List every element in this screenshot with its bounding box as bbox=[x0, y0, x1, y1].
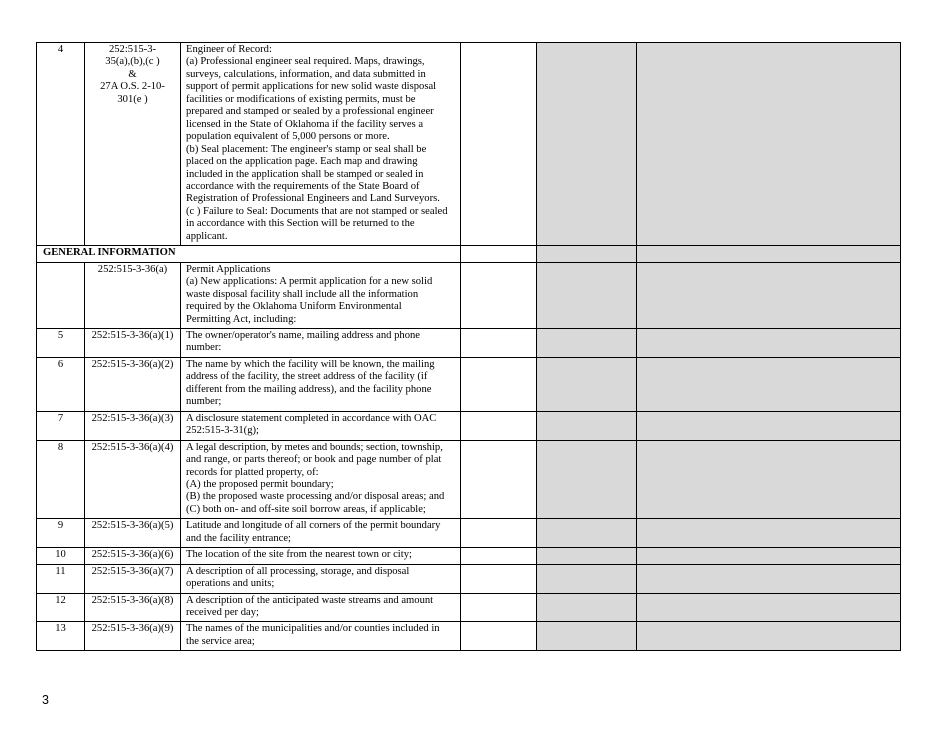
item-number: 11 bbox=[37, 564, 85, 593]
requirement-text-cell bbox=[181, 622, 461, 651]
citation-cell bbox=[85, 519, 181, 548]
requirements-table-body bbox=[37, 43, 901, 651]
requirement-text-line: 252:515-3-31(g); bbox=[186, 425, 259, 437]
requirement-text-line: included in the application shall be stamped or sealed in bbox=[186, 168, 424, 180]
citation-line: 252:515-3-36(a)(4) bbox=[91, 441, 174, 453]
requirement-text-line: required by the Oklahoma Uniform Environmental bbox=[186, 301, 402, 313]
requirement-text-line: accordance with the requirements of the State Board of bbox=[186, 180, 420, 192]
requirement-text-line: (B) the proposed waste processing and/or disposal areas; and bbox=[186, 491, 445, 503]
requirement-row bbox=[37, 548, 901, 564]
requirement-text-line: (c ) Failure to Seal: Documents that are not stamped or sealed bbox=[186, 205, 448, 217]
citation-line: 252:515-3- bbox=[108, 44, 157, 55]
item-number: 9 bbox=[37, 519, 85, 548]
requirement-row bbox=[37, 564, 901, 593]
requirement-text-line: number: bbox=[186, 342, 222, 354]
review-cell bbox=[537, 593, 637, 622]
requirement-row bbox=[37, 357, 901, 411]
citation-cell bbox=[85, 593, 181, 622]
requirement-text-line: The location of the site from the nearest town or city; bbox=[186, 549, 412, 561]
requirement-text-line: prepared and stamped or sealed by a professional engineer bbox=[186, 106, 434, 118]
citation-line: 252:515-3-36(a)(2) bbox=[91, 358, 174, 370]
requirement-text-line: the service area; bbox=[186, 635, 255, 647]
requirement-text-line: (A) the proposed permit boundary; bbox=[186, 478, 334, 490]
citation-cell bbox=[85, 548, 181, 564]
requirement-text-cell bbox=[181, 564, 461, 593]
requirement-text-line: A disclosure statement completed in accordance with OAC bbox=[186, 412, 437, 424]
response-cell[interactable] bbox=[461, 440, 537, 519]
requirement-text-cell bbox=[181, 548, 461, 564]
review-cell bbox=[537, 328, 637, 357]
requirements-table bbox=[36, 42, 901, 651]
citation-line: 301(e ) bbox=[117, 93, 148, 105]
item-number: 12 bbox=[37, 593, 85, 622]
requirement-text-line: placed on the application page. Each map and drawing bbox=[186, 156, 418, 168]
comments-cell bbox=[637, 262, 901, 328]
section-title: GENERAL INFORMATION bbox=[37, 246, 461, 262]
citation-line: 252:515-3-36(a)(3) bbox=[91, 412, 174, 424]
requirement-text-line: A description of the anticipated waste streams and amount bbox=[186, 594, 434, 606]
comments-cell bbox=[637, 440, 901, 519]
requirement-text-line: Permit Applications bbox=[186, 263, 271, 275]
comments-cell bbox=[637, 622, 901, 651]
requirement-text-cell bbox=[181, 593, 461, 622]
requirement-text-cell bbox=[181, 411, 461, 440]
response-cell[interactable] bbox=[461, 357, 537, 411]
requirement-text-line: The owner/operator's name, mailing address and phone bbox=[186, 329, 421, 341]
requirement-row bbox=[37, 411, 901, 440]
requirement-text-line: Latitude and longitude of all corners of the permit boundary bbox=[186, 520, 441, 532]
requirement-text-line: (b) Seal placement: The engineer's stamp or seal shall be bbox=[186, 143, 427, 155]
response-cell[interactable] bbox=[461, 548, 537, 564]
comments-cell bbox=[637, 43, 901, 246]
requirement-text-line: Permitting Act, including: bbox=[186, 313, 297, 325]
requirement-text-line: Registration of Professional Engineers and Land Surveyors. bbox=[186, 193, 440, 205]
comments-cell bbox=[637, 593, 901, 622]
requirement-text-line: A description of all processing, storage, and disposal bbox=[186, 565, 410, 577]
requirement-text-line: and the facility entrance; bbox=[186, 532, 292, 544]
review-cell bbox=[537, 411, 637, 440]
requirement-text-line: different from the mailing address), and the facility phone bbox=[186, 383, 432, 395]
response-cell[interactable] bbox=[461, 564, 537, 593]
requirement-row bbox=[37, 328, 901, 357]
requirement-text-cell bbox=[181, 440, 461, 519]
citation-line: 252:515-3-36(a)(9) bbox=[91, 623, 174, 635]
requirement-text-line: applicant. bbox=[186, 230, 228, 242]
citation-line: & bbox=[128, 68, 137, 80]
section-header-row bbox=[37, 246, 901, 262]
review-cell bbox=[537, 548, 637, 564]
requirement-text-line: population equivalent of 5,000 persons or more. bbox=[186, 131, 390, 143]
requirement-text-line: (a) New applications: A permit application for a new solid bbox=[186, 276, 433, 288]
requirement-text-line: The names of the municipalities and/or counties included in bbox=[186, 623, 440, 635]
response-cell[interactable] bbox=[461, 262, 537, 328]
item-number bbox=[37, 262, 85, 328]
requirement-text-line: surveys, calculations, information, and data submitted in bbox=[186, 68, 426, 80]
requirement-text-line: number; bbox=[186, 396, 222, 408]
requirement-row bbox=[37, 593, 901, 622]
requirement-text-line: in accordance with this Section will be returned to the bbox=[186, 218, 415, 230]
response-cell[interactable] bbox=[461, 43, 537, 246]
response-cell[interactable] bbox=[461, 328, 537, 357]
comments-cell bbox=[637, 411, 901, 440]
requirement-row bbox=[37, 622, 901, 651]
citation-line: 252:515-3-36(a)(5) bbox=[91, 520, 174, 532]
item-number: 8 bbox=[37, 440, 85, 519]
requirement-text-line: waste disposal facility shall include all the information bbox=[186, 288, 419, 300]
requirement-text-line: facilities or modifications of existing permits, must be bbox=[186, 93, 416, 105]
requirement-text-cell bbox=[181, 328, 461, 357]
requirement-row bbox=[37, 519, 901, 548]
item-number: 5 bbox=[37, 328, 85, 357]
citation-line: 35(a),(b),(c ) bbox=[105, 56, 160, 68]
comments-cell bbox=[637, 564, 901, 593]
citation-cell bbox=[85, 622, 181, 651]
response-cell[interactable] bbox=[461, 519, 537, 548]
citation-cell bbox=[85, 43, 181, 246]
comments-cell bbox=[637, 328, 901, 357]
response-cell[interactable] bbox=[461, 622, 537, 651]
citation-line: 252:515-3-36(a)(1) bbox=[91, 329, 174, 341]
review-cell bbox=[537, 246, 637, 262]
review-cell bbox=[537, 262, 637, 328]
comments-cell bbox=[637, 519, 901, 548]
requirement-text-line: licensed in the State of Oklahoma if the facility serves a bbox=[186, 118, 424, 130]
requirement-text-line: Engineer of Record: bbox=[186, 44, 272, 55]
comments-cell bbox=[637, 246, 901, 262]
item-number: 13 bbox=[37, 622, 85, 651]
requirement-text-line: The name by which the facility will be known, the mailing bbox=[186, 358, 435, 370]
requirement-text-cell bbox=[181, 357, 461, 411]
review-cell bbox=[537, 564, 637, 593]
requirement-text-line: operations and units; bbox=[186, 578, 275, 590]
requirement-text-line: A legal description, by metes and bounds; section, township, bbox=[186, 441, 443, 453]
citation-line: 252:515-3-36(a) bbox=[97, 263, 168, 275]
comments-cell bbox=[637, 357, 901, 411]
comments-cell bbox=[637, 548, 901, 564]
citation-cell bbox=[85, 328, 181, 357]
requirement-row bbox=[37, 43, 901, 246]
citation-line: 252:515-3-36(a)(7) bbox=[91, 565, 174, 577]
citation-cell bbox=[85, 262, 181, 328]
requirement-row bbox=[37, 262, 901, 328]
response-cell[interactable] bbox=[461, 246, 537, 262]
review-cell bbox=[537, 43, 637, 246]
requirement-text-line: received per day; bbox=[186, 607, 259, 619]
requirement-text-line: support of permit applications for new solid waste disposal bbox=[186, 81, 437, 93]
item-number: 4 bbox=[37, 43, 85, 246]
item-number: 6 bbox=[37, 357, 85, 411]
citation-cell bbox=[85, 564, 181, 593]
page-number: 3 bbox=[42, 693, 49, 707]
requirement-text-cell bbox=[181, 519, 461, 548]
requirement-text-cell bbox=[181, 262, 461, 328]
citation-cell bbox=[85, 440, 181, 519]
requirement-text-line: and range, or parts thereof; or book and page number of plat bbox=[186, 454, 442, 466]
requirement-text-line: (a) Professional engineer seal required. Maps, drawings, bbox=[186, 56, 425, 68]
requirement-text-cell bbox=[181, 43, 461, 246]
citation-line: 252:515-3-36(a)(8) bbox=[91, 594, 174, 606]
review-cell bbox=[537, 440, 637, 519]
citation-line: 252:515-3-36(a)(6) bbox=[91, 549, 174, 561]
requirement-row bbox=[37, 440, 901, 519]
review-cell bbox=[537, 622, 637, 651]
citation-cell bbox=[85, 411, 181, 440]
requirement-text-line: address of the facility, the street address of the facility (if bbox=[186, 371, 428, 383]
response-cell[interactable] bbox=[461, 593, 537, 622]
requirement-text-line: (C) both on- and off-site soil borrow areas, if applicable; bbox=[186, 503, 426, 515]
citation-line: 27A O.S. 2-10- bbox=[100, 81, 165, 93]
response-cell[interactable] bbox=[461, 411, 537, 440]
review-cell bbox=[537, 357, 637, 411]
requirement-text-line: records for platted property, of: bbox=[186, 466, 319, 478]
citation-cell bbox=[85, 357, 181, 411]
item-number: 7 bbox=[37, 411, 85, 440]
review-cell bbox=[537, 519, 637, 548]
item-number: 10 bbox=[37, 548, 85, 564]
